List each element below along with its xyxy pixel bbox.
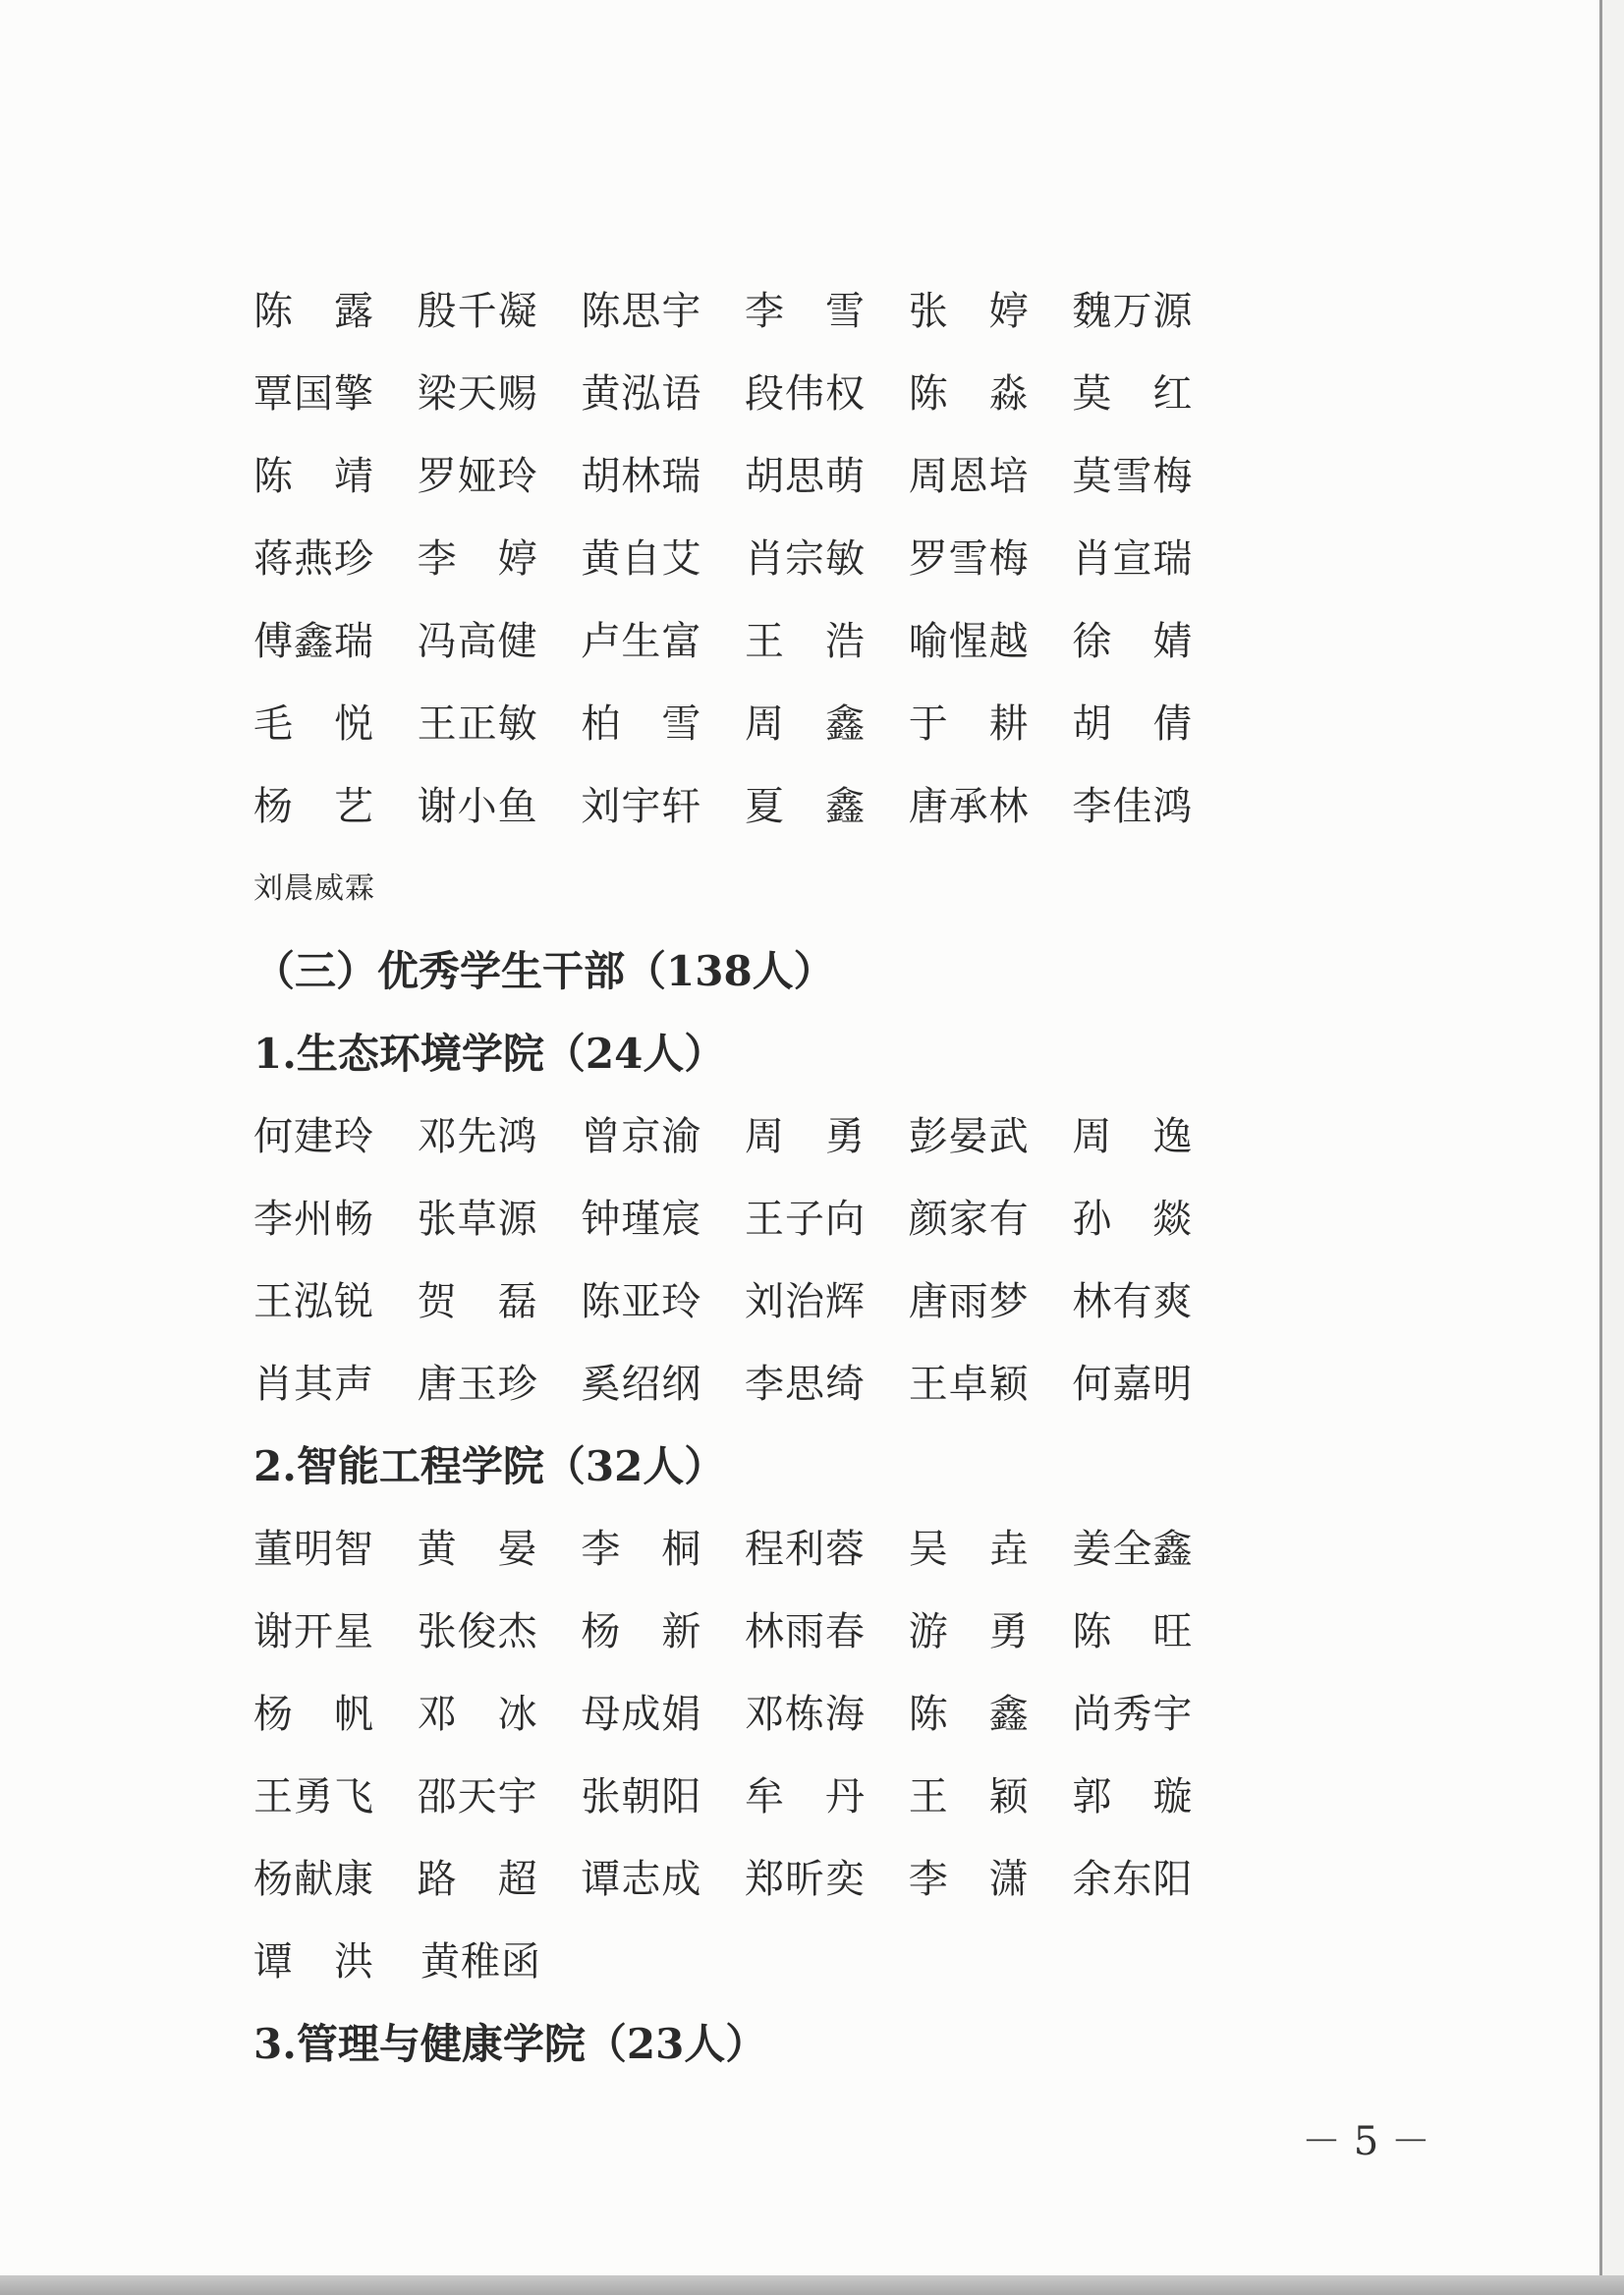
name: 魏万源 <box>1072 289 1194 334</box>
name: 李 桐 <box>581 1527 702 1572</box>
name: 王 浩 <box>745 619 867 664</box>
name-row <box>253 1508 1236 1591</box>
name: 陈 旺 <box>1072 1609 1194 1654</box>
name: 林有爽 <box>1072 1279 1194 1324</box>
name: 刘治辉 <box>745 1279 867 1324</box>
name: 刘晨威霖 <box>253 871 375 906</box>
college-heading: 1.生态环境学院（24人） <box>253 1030 726 1078</box>
name-row <box>253 1343 1236 1426</box>
name: 王卓颖 <box>908 1362 1030 1407</box>
name-row <box>253 1921 1236 2003</box>
name: 周 逸 <box>1072 1114 1194 1159</box>
name: 王勇飞 <box>253 1774 374 1819</box>
name: 蒋燕珍 <box>253 536 374 582</box>
name: 梁天赐 <box>417 371 538 417</box>
name: 胡思萌 <box>745 454 867 499</box>
name: 王泓锐 <box>253 1279 374 1324</box>
name: 段伟权 <box>745 371 867 417</box>
name: 唐承林 <box>908 784 1030 829</box>
name: 路 超 <box>417 1857 538 1902</box>
name: 谭 洪 <box>253 1939 374 1985</box>
name: 何嘉明 <box>1072 1362 1194 1407</box>
name: 奚绍纲 <box>581 1362 702 1407</box>
name: 喻惺越 <box>908 619 1030 664</box>
name: 李 雪 <box>745 289 867 334</box>
name: 陈 靖 <box>253 454 374 499</box>
name: 谢开星 <box>253 1609 374 1654</box>
name-row <box>253 1260 1236 1343</box>
name: 黄泓语 <box>581 371 702 417</box>
name-row <box>253 765 1236 848</box>
name: 程利蓉 <box>745 1527 867 1572</box>
name: 游 勇 <box>908 1609 1030 1654</box>
page-number: － 5 － <box>1302 2119 1430 2164</box>
name: 张草源 <box>417 1197 538 1242</box>
name: 陈思宇 <box>581 289 702 334</box>
name: 杨 艺 <box>253 784 374 829</box>
name: 卢生富 <box>581 619 702 664</box>
name-row <box>253 1673 1236 1756</box>
name: 柏 雪 <box>581 701 702 747</box>
name-row <box>253 518 1236 600</box>
college-heading: 3.管理与健康学院（23人） <box>253 2020 767 2068</box>
name: 胡 倩 <box>1072 701 1194 747</box>
name-list-college-1 <box>253 1095 1236 1426</box>
name: 余东阳 <box>1072 1857 1194 1902</box>
name: 张俊杰 <box>417 1609 538 1654</box>
name: 陈 淼 <box>908 371 1030 417</box>
name: 陈亚玲 <box>581 1279 702 1324</box>
name-row <box>253 848 1236 930</box>
college-heading: 2.智能工程学院（32人） <box>253 1442 726 1490</box>
name: 于 耕 <box>908 701 1030 747</box>
name-row <box>253 353 1236 435</box>
name: 李 潇 <box>908 1857 1030 1902</box>
name: 李州畅 <box>253 1197 374 1242</box>
page-content <box>253 270 1236 2086</box>
name: 覃国擎 <box>253 371 374 417</box>
name: 尚秀宇 <box>1072 1692 1194 1737</box>
name: 王正敏 <box>417 701 538 747</box>
name: 邓先鸿 <box>417 1114 538 1159</box>
scan-bottom-edge <box>0 2275 1624 2295</box>
name-row <box>253 1591 1236 1673</box>
name: 肖其声 <box>253 1362 374 1407</box>
name: 黄稚函 <box>420 1939 541 1985</box>
name: 彭晏武 <box>908 1114 1030 1159</box>
name: 肖宗敏 <box>745 536 867 582</box>
name: 董明智 <box>253 1527 374 1572</box>
name: 颜家有 <box>908 1197 1030 1242</box>
name: 李佳鸿 <box>1072 784 1194 829</box>
name: 张朝阳 <box>581 1774 702 1819</box>
name: 殷千凝 <box>417 289 538 334</box>
name: 罗雪梅 <box>908 536 1030 582</box>
name: 傅鑫瑞 <box>253 619 374 664</box>
name: 王 颖 <box>908 1774 1030 1819</box>
name: 孙 燚 <box>1072 1197 1194 1242</box>
name: 黄 晏 <box>417 1527 538 1572</box>
name: 李思绮 <box>745 1362 867 1407</box>
name: 刘宇轩 <box>581 784 702 829</box>
name: 郭 璇 <box>1072 1774 1194 1819</box>
name: 莫 红 <box>1072 371 1194 417</box>
name: 陈 鑫 <box>908 1692 1030 1737</box>
name-list-section-1 <box>253 270 1236 848</box>
name: 牟 丹 <box>745 1774 867 1819</box>
name: 吴 垚 <box>908 1527 1030 1572</box>
name-row <box>253 1178 1236 1260</box>
name: 夏 鑫 <box>745 784 867 829</box>
name: 周 勇 <box>745 1114 867 1159</box>
name: 杨献康 <box>253 1857 374 1902</box>
name: 钟瑾宸 <box>581 1197 702 1242</box>
name: 邓 冰 <box>417 1692 538 1737</box>
name: 邓栋海 <box>745 1692 867 1737</box>
name-row <box>253 1756 1236 1838</box>
name: 杨 帆 <box>253 1692 374 1737</box>
name: 谭志成 <box>581 1857 702 1902</box>
name-row <box>253 270 1236 353</box>
name: 周 鑫 <box>745 701 867 747</box>
name: 胡林瑞 <box>581 454 702 499</box>
name: 冯高健 <box>417 619 538 664</box>
name: 谢小鱼 <box>417 784 538 829</box>
name: 李 婷 <box>417 536 538 582</box>
name: 母成娟 <box>581 1692 702 1737</box>
name: 贺 磊 <box>417 1279 538 1324</box>
name: 王子向 <box>745 1197 867 1242</box>
name-row <box>253 1095 1236 1178</box>
name: 曾京渝 <box>581 1114 702 1159</box>
name: 郑昕奕 <box>745 1857 867 1902</box>
name: 罗娅玲 <box>417 454 538 499</box>
name: 徐 婧 <box>1072 619 1194 664</box>
name: 莫雪梅 <box>1072 454 1194 499</box>
name: 唐雨梦 <box>908 1279 1030 1324</box>
section-heading: （三）优秀学生干部（138人） <box>253 947 835 995</box>
name: 唐玉珍 <box>417 1362 538 1407</box>
name: 邵天宇 <box>417 1774 538 1819</box>
name: 姜全鑫 <box>1072 1527 1194 1572</box>
name-row <box>253 683 1236 765</box>
name: 肖宣瑞 <box>1072 536 1194 582</box>
name: 张 婷 <box>908 289 1030 334</box>
name: 何建玲 <box>253 1114 374 1159</box>
name-row <box>253 600 1236 683</box>
name: 杨 新 <box>581 1609 702 1654</box>
name: 毛 悦 <box>253 701 374 747</box>
name-row <box>253 435 1236 518</box>
name-row <box>253 1838 1236 1921</box>
name-list-college-2 <box>253 1508 1236 2003</box>
name: 陈 露 <box>253 289 374 334</box>
name: 周恩培 <box>908 454 1030 499</box>
name: 黄自艾 <box>581 536 702 582</box>
name: 林雨春 <box>745 1609 867 1654</box>
